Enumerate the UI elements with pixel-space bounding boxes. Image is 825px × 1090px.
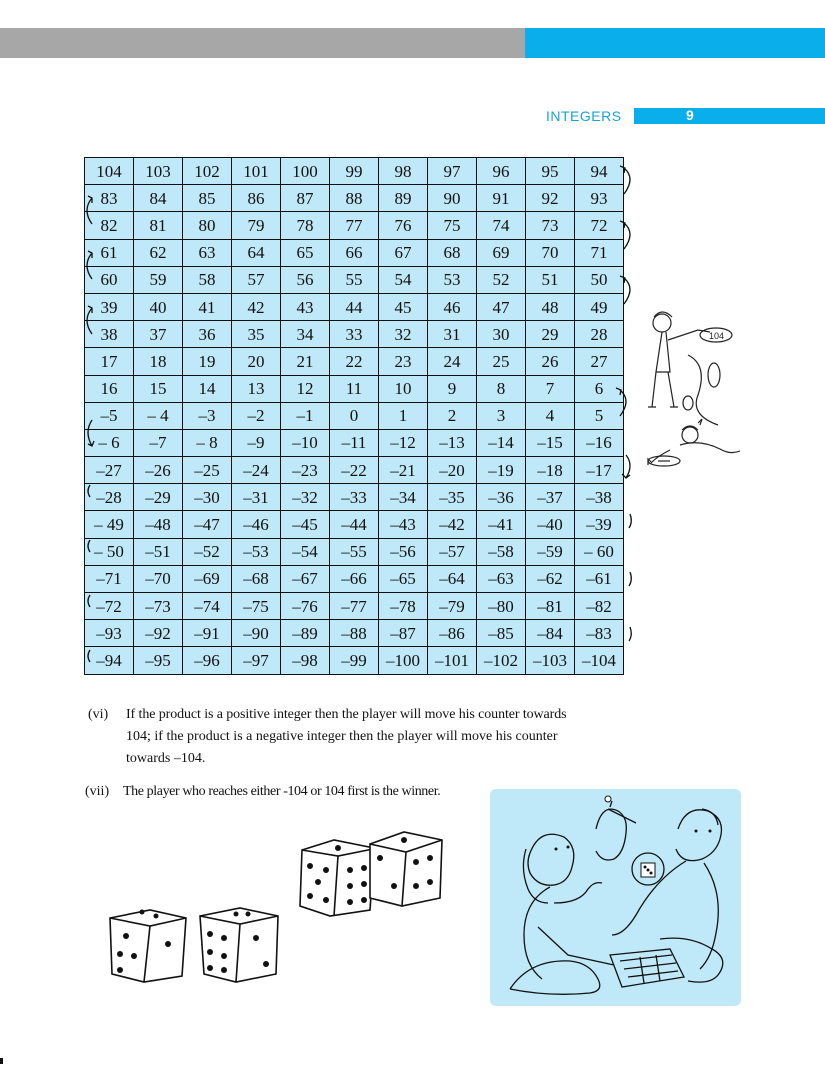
board-cell: – 8 (183, 429, 232, 456)
board-cell: –28 (85, 484, 134, 511)
board-cell: 98 (379, 158, 428, 185)
board-cell: 38 (85, 321, 134, 348)
board-cell: –29 (134, 484, 183, 511)
board-cell: 79 (232, 212, 281, 239)
board-cell: 100 (281, 158, 330, 185)
children-playing-drawing (490, 789, 741, 1006)
board-cell: –79 (428, 593, 477, 620)
board-cell: –64 (428, 565, 477, 592)
board-cell: 65 (281, 239, 330, 266)
chapter-title: INTEGERS (546, 108, 622, 124)
board-cell: –42 (428, 511, 477, 538)
board-cell: –37 (526, 484, 575, 511)
board-cell: –74 (183, 593, 232, 620)
board-cell: 35 (232, 321, 281, 348)
board-cell: 36 (183, 321, 232, 348)
board-cell: 102 (183, 158, 232, 185)
board-cell: –23 (281, 457, 330, 484)
board-cell: –67 (281, 565, 330, 592)
board-cell: 70 (526, 239, 575, 266)
board-cell: 10 (379, 375, 428, 402)
board-cell: 76 (379, 212, 428, 239)
rule-line: towards –104. (126, 751, 206, 766)
board-cell: –25 (183, 457, 232, 484)
board-cell: 97 (428, 158, 477, 185)
board-cell: 93 (575, 185, 624, 212)
board-cell: –70 (134, 565, 183, 592)
board-cell: 48 (526, 293, 575, 320)
board-cell: –87 (379, 620, 428, 647)
board-cell: –68 (232, 565, 281, 592)
board-cell: 101 (232, 158, 281, 185)
board-cell: –100 (379, 647, 428, 674)
board-cell: 32 (379, 321, 428, 348)
board-cell: 82 (85, 212, 134, 239)
board-cell: –71 (85, 565, 134, 592)
board-cell: –92 (134, 620, 183, 647)
board-cell: –102 (477, 647, 526, 674)
board-cell: – 49 (85, 511, 134, 538)
board-cell: –82 (575, 593, 624, 620)
board-cell: –40 (526, 511, 575, 538)
board-cell: –24 (232, 457, 281, 484)
board-cell: 77 (330, 212, 379, 239)
board-cell: –13 (428, 429, 477, 456)
board-cell: –90 (232, 620, 281, 647)
dice-pair-lower (104, 904, 284, 984)
board-cell: 26 (526, 348, 575, 375)
board-cell: 80 (183, 212, 232, 239)
players-illustration (640, 305, 745, 475)
board-cell: 27 (575, 348, 624, 375)
board-cell: 67 (379, 239, 428, 266)
board-cell: –35 (428, 484, 477, 511)
board-cell: 34 (281, 321, 330, 348)
board-cell: –103 (526, 647, 575, 674)
board-cell: –78 (379, 593, 428, 620)
board-cell: –59 (526, 538, 575, 565)
board-cell: –63 (477, 565, 526, 592)
board-cell: –98 (281, 647, 330, 674)
board-cell: 21 (281, 348, 330, 375)
board-cell: 6 (575, 375, 624, 402)
board-cell: –18 (526, 457, 575, 484)
board-cell: 9 (428, 375, 477, 402)
board-cell: –3 (183, 402, 232, 429)
board-cell: –101 (428, 647, 477, 674)
board-cell: 88 (330, 185, 379, 212)
board-cell: 2 (428, 402, 477, 429)
board-cell: 43 (281, 293, 330, 320)
board-cell: –22 (330, 457, 379, 484)
board-cell: –85 (477, 620, 526, 647)
board-cell: 56 (281, 266, 330, 293)
board-cell: –81 (526, 593, 575, 620)
board-cell: 68 (428, 239, 477, 266)
board-cell: –41 (477, 511, 526, 538)
board-cell: 78 (281, 212, 330, 239)
board-cell: – 4 (134, 402, 183, 429)
board-cell: 66 (330, 239, 379, 266)
board-cell: 14 (183, 375, 232, 402)
board-cell: –84 (526, 620, 575, 647)
board-cell: –86 (428, 620, 477, 647)
board-cell: 7 (526, 375, 575, 402)
board-cell: 103 (134, 158, 183, 185)
board-cell: 33 (330, 321, 379, 348)
board-cell: 1 (379, 402, 428, 429)
board-cell: 85 (183, 185, 232, 212)
board-cell: 47 (477, 293, 526, 320)
board-cell: 53 (428, 266, 477, 293)
board-cell: 18 (134, 348, 183, 375)
board-cell: 74 (477, 212, 526, 239)
board-cell: 49 (575, 293, 624, 320)
board-cell: 99 (330, 158, 379, 185)
board-cell: –48 (134, 511, 183, 538)
board-cell: 72 (575, 212, 624, 239)
board-cell: 41 (183, 293, 232, 320)
board-cell: 64 (232, 239, 281, 266)
board-cell: 57 (232, 266, 281, 293)
board-cell: –94 (85, 647, 134, 674)
board-cell: –32 (281, 484, 330, 511)
board-cell: –44 (330, 511, 379, 538)
board-cell: –39 (575, 511, 624, 538)
board-cell: –91 (183, 620, 232, 647)
board-cell: 50 (575, 266, 624, 293)
board-cell: 75 (428, 212, 477, 239)
board-cell: –62 (526, 565, 575, 592)
rule-number: (vi) (88, 707, 109, 722)
board-cell: 30 (477, 321, 526, 348)
board-cell: 23 (379, 348, 428, 375)
board-cell: –31 (232, 484, 281, 511)
board-cell: 61 (85, 239, 134, 266)
board-cell: 17 (85, 348, 134, 375)
board-cell: –51 (134, 538, 183, 565)
board-cell: –1 (281, 402, 330, 429)
board-cell: – 6 (85, 429, 134, 456)
board-cell: –5 (85, 402, 134, 429)
rule-vi (88, 704, 648, 770)
board-cell: –7 (134, 429, 183, 456)
board-cell: 16 (85, 375, 134, 402)
board-cell: 52 (477, 266, 526, 293)
board-cell: 51 (526, 266, 575, 293)
board-cell: – 50 (85, 538, 134, 565)
board-cell: –55 (330, 538, 379, 565)
board-cell: 95 (526, 158, 575, 185)
board-cell: 71 (575, 239, 624, 266)
board-cell: 55 (330, 266, 379, 293)
board-cell: 73 (526, 212, 575, 239)
board-cell: 0 (330, 402, 379, 429)
board-cell: –69 (183, 565, 232, 592)
board-cell: 87 (281, 185, 330, 212)
board-cell: 44 (330, 293, 379, 320)
board-cell: 3 (477, 402, 526, 429)
board-cell: 81 (134, 212, 183, 239)
board-cell: –96 (183, 647, 232, 674)
board-cell: –75 (232, 593, 281, 620)
board-cell: 59 (134, 266, 183, 293)
board-cell: 45 (379, 293, 428, 320)
board-cell: 39 (85, 293, 134, 320)
board-cell: –83 (575, 620, 624, 647)
board-cell: –93 (85, 620, 134, 647)
board-cell: –66 (330, 565, 379, 592)
board-cell: 60 (85, 266, 134, 293)
board-cell: –104 (575, 647, 624, 674)
board-cell: 62 (134, 239, 183, 266)
board-cell: –19 (477, 457, 526, 484)
board-cell: –33 (330, 484, 379, 511)
board-cell: –47 (183, 511, 232, 538)
board-cell: 37 (134, 321, 183, 348)
board-cell: 84 (134, 185, 183, 212)
page-edge-mark (0, 1058, 3, 1064)
board-cell: –20 (428, 457, 477, 484)
board-cell: 96 (477, 158, 526, 185)
board-cell: –65 (379, 565, 428, 592)
board-cell: 22 (330, 348, 379, 375)
board-cell: –11 (330, 429, 379, 456)
board-cell: 69 (477, 239, 526, 266)
board-cell: 11 (330, 375, 379, 402)
board-cell: –56 (379, 538, 428, 565)
board-cell: –10 (281, 429, 330, 456)
board-cell: 4 (526, 402, 575, 429)
board-cell: –14 (477, 429, 526, 456)
rule-line: 104; if the product is a negative integer then the player will move his counter (126, 729, 558, 744)
board-cell: –16 (575, 429, 624, 456)
board-cell: 63 (183, 239, 232, 266)
page-number: 9 (686, 107, 694, 123)
board-cell: –27 (85, 457, 134, 484)
children-playing-illustration (490, 789, 741, 1006)
board-cell: –72 (85, 593, 134, 620)
right-turn-arrows (616, 166, 631, 641)
board-cell: –52 (183, 538, 232, 565)
board-cell: –15 (526, 429, 575, 456)
board-cell: 89 (379, 185, 428, 212)
board-cell: –73 (134, 593, 183, 620)
board-cell: –46 (232, 511, 281, 538)
board-cell: 15 (134, 375, 183, 402)
rule-text: The player who reaches either -104 or 104 first is the winner. (123, 784, 441, 799)
board-cell: –76 (281, 593, 330, 620)
board-cell: –54 (281, 538, 330, 565)
board-cell: 94 (575, 158, 624, 185)
board-cell: –97 (232, 647, 281, 674)
board-cell: –95 (134, 647, 183, 674)
board-cell: – 60 (575, 538, 624, 565)
board-cell: –45 (281, 511, 330, 538)
board-cell: –36 (477, 484, 526, 511)
board-cell: 20 (232, 348, 281, 375)
board-cell: 40 (134, 293, 183, 320)
dice-pair-upper (296, 826, 451, 918)
board-cell: 25 (477, 348, 526, 375)
board-cell: 24 (428, 348, 477, 375)
rule-line: If the product is a positive integer then the player will move his counter towards (126, 707, 567, 722)
board-cell: –88 (330, 620, 379, 647)
rule-text (126, 704, 566, 770)
board-cell: –89 (281, 620, 330, 647)
board-cell: 13 (232, 375, 281, 402)
board-cell: –61 (575, 565, 624, 592)
board-cell: –12 (379, 429, 428, 456)
board-cell: –99 (330, 647, 379, 674)
board-cell: –58 (477, 538, 526, 565)
board-cell: –17 (575, 457, 624, 484)
rule-number: (vii) (85, 784, 110, 799)
board-cell: –34 (379, 484, 428, 511)
board-cell: –80 (477, 593, 526, 620)
rule-vii (85, 781, 505, 803)
board-cell: 86 (232, 185, 281, 212)
board-cell: 46 (428, 293, 477, 320)
board-cell: 31 (428, 321, 477, 348)
board-cell: –2 (232, 402, 281, 429)
board-cell: 8 (477, 375, 526, 402)
board-cell: –30 (183, 484, 232, 511)
board-bubble-label: 104 (709, 331, 725, 341)
board-cell: 54 (379, 266, 428, 293)
board-cell: 29 (526, 321, 575, 348)
left-turn-arrows (87, 196, 94, 662)
board-cell: 5 (575, 402, 624, 429)
board-cell: –9 (232, 429, 281, 456)
board-cell: 90 (428, 185, 477, 212)
board-cell: 83 (85, 185, 134, 212)
board-cell: –57 (428, 538, 477, 565)
board-cell: –77 (330, 593, 379, 620)
board-cell: –43 (379, 511, 428, 538)
board-cell: –53 (232, 538, 281, 565)
board-cell: 19 (183, 348, 232, 375)
board-cell: –38 (575, 484, 624, 511)
board-cell: –26 (134, 457, 183, 484)
board-cell: 92 (526, 185, 575, 212)
board-cell: 12 (281, 375, 330, 402)
board-cell: 58 (183, 266, 232, 293)
board-cell: –21 (379, 457, 428, 484)
board-cell: 104 (85, 158, 134, 185)
board-cell: 91 (477, 185, 526, 212)
board-cell: 28 (575, 321, 624, 348)
board-cell: 42 (232, 293, 281, 320)
